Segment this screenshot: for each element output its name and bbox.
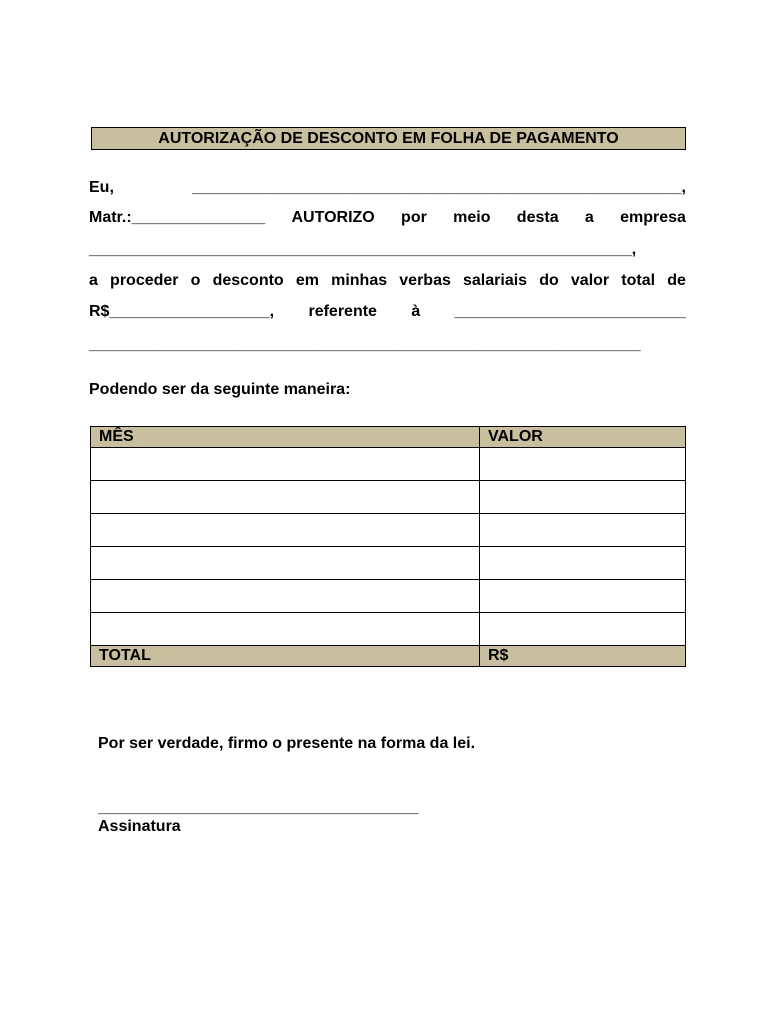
cell-month (91, 580, 480, 613)
table-row (91, 514, 686, 547)
word: a (89, 272, 98, 289)
word: referente (308, 303, 377, 320)
matr-blank: Matr.:_______________ (89, 209, 266, 226)
word: a (584, 209, 594, 226)
cell-month (91, 613, 480, 646)
word: minhas (331, 272, 388, 289)
cell-value (480, 514, 686, 547)
subheading: Podendo ser da seguinte maneira: (89, 381, 351, 398)
header-month: MÊS (91, 427, 480, 448)
company-blank: _____________________________________________________________, (89, 241, 637, 258)
reference-blank: __________________________ (454, 303, 686, 320)
signature-label: Assinatura (98, 818, 181, 835)
word: salariais (463, 272, 528, 289)
table-row (91, 448, 686, 481)
word: verbas (399, 272, 451, 289)
amount-blank: R$__________________, (89, 303, 275, 320)
closing-statement: Por ser verdade, firmo o presente na forma da lei. (98, 735, 476, 752)
table-row (91, 613, 686, 646)
table-row (91, 547, 686, 580)
word: do (539, 272, 559, 289)
cell-month (91, 547, 480, 580)
total-label: TOTAL (91, 646, 480, 667)
header-value: VALOR (480, 427, 686, 448)
word: de (667, 272, 686, 289)
word: proceder (110, 272, 179, 289)
cell-value (480, 547, 686, 580)
word: meio (453, 209, 491, 226)
table-row (91, 481, 686, 514)
paragraph-line-4 (89, 271, 686, 291)
word: por (401, 209, 427, 226)
signature-line: ____________________________________ (98, 799, 419, 816)
installments-table (90, 426, 686, 667)
table-header-row (91, 427, 686, 448)
word: desconto (212, 272, 284, 289)
word: o (190, 272, 201, 289)
reference-blank-continued: ______________________________________________________________ (89, 336, 641, 353)
cell-month (91, 514, 480, 547)
paragraph-line-1 (89, 178, 686, 198)
name-blank: _______________________________________________________, (192, 179, 686, 196)
table-total-row (91, 646, 686, 667)
word: empresa (620, 209, 686, 226)
word: à (411, 303, 421, 320)
cell-month (91, 448, 480, 481)
word: AUTORIZO (291, 209, 375, 226)
word: valor (570, 272, 610, 289)
word: em (295, 272, 319, 289)
cell-value (480, 580, 686, 613)
word: total (621, 272, 656, 289)
total-value: R$ (480, 646, 686, 667)
text-eu: Eu, (89, 179, 114, 196)
cell-value (480, 481, 686, 514)
cell-value (480, 448, 686, 481)
paragraph-line-2 (89, 208, 686, 228)
cell-month (91, 481, 480, 514)
paragraph-line-5 (89, 302, 686, 322)
word: desta (516, 209, 559, 226)
document-title: AUTORIZAÇÃO DE DESCONTO EM FOLHA DE PAGAMENTO (91, 127, 686, 150)
cell-value (480, 613, 686, 646)
table-row (91, 580, 686, 613)
